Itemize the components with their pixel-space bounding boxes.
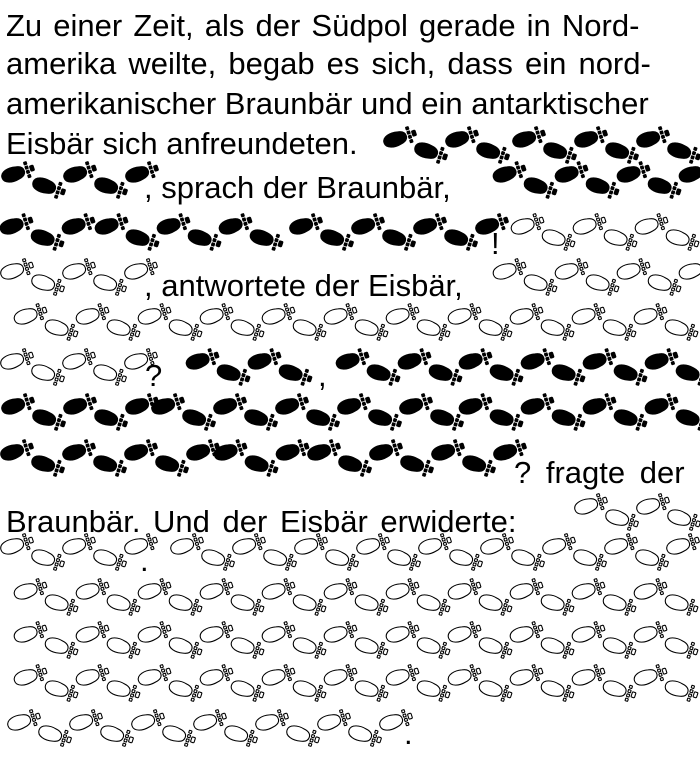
white-paw-print-icon	[198, 577, 235, 603]
black-paw-print-icon	[427, 361, 464, 387]
white-paw-print-icon	[260, 302, 297, 328]
black-paw-print-icon	[488, 361, 525, 387]
black-paw-print-icon	[519, 347, 556, 373]
white-paw-print-icon	[37, 722, 74, 748]
white-paw-print-icon	[229, 677, 266, 703]
white-paw-print-icon	[539, 591, 576, 617]
white-paw-print-icon	[92, 361, 129, 387]
black-paw-print-icon	[398, 392, 435, 418]
black-paw-print-icon	[475, 139, 512, 165]
white-paw-print-icon	[601, 591, 638, 617]
white-paw-print-icon	[602, 226, 639, 252]
black-paw-print-icon	[60, 212, 97, 238]
white-paw-print-icon	[510, 546, 547, 572]
white-paw-print-icon	[105, 677, 142, 703]
black-paw-print-icon	[457, 392, 494, 418]
black-paw-print-icon	[581, 347, 618, 373]
black-paw-print-icon	[612, 406, 649, 432]
white-paw-print-icon	[322, 663, 359, 689]
white-paw-print-icon	[223, 722, 260, 748]
black-paw-print-icon	[212, 438, 249, 464]
white-paw-print-icon	[570, 663, 607, 689]
white-paw-print-icon	[415, 677, 452, 703]
black-paw-print-icon	[0, 392, 36, 418]
black-paw-print-icon	[123, 438, 160, 464]
white-paw-print-icon	[347, 722, 384, 748]
black-paw-print-icon	[367, 406, 404, 432]
white-paw-print-icon	[384, 577, 421, 603]
black-paw-print-icon	[306, 438, 343, 464]
white-paw-print-icon	[539, 677, 576, 703]
text-line-13-period: .	[140, 543, 149, 578]
white-paw-print-icon	[508, 620, 545, 646]
white-paw-print-icon	[43, 591, 80, 617]
black-paw-print-icon	[604, 139, 641, 165]
black-paw-print-icon	[457, 347, 494, 373]
white-paw-print-icon	[291, 591, 328, 617]
white-paw-print-icon	[572, 546, 609, 572]
white-paw-print-icon	[570, 577, 607, 603]
white-paw-print-icon	[260, 577, 297, 603]
black-paw-print-icon	[31, 174, 68, 200]
white-paw-print-icon	[74, 577, 111, 603]
white-paw-print-icon	[105, 634, 142, 660]
white-paw-print-icon	[677, 257, 700, 283]
white-paw-print-icon	[353, 634, 390, 660]
text-line-18-period: .	[404, 716, 413, 751]
white-paw-print-icon	[61, 347, 98, 373]
white-paw-print-icon	[477, 316, 514, 342]
black-paw-print-icon	[615, 160, 652, 186]
black-paw-print-icon	[444, 125, 481, 151]
black-paw-print-icon	[542, 139, 579, 165]
white-paw-print-icon	[446, 577, 483, 603]
white-paw-print-icon	[167, 591, 204, 617]
white-paw-print-icon	[663, 677, 700, 703]
white-paw-print-icon	[198, 620, 235, 646]
black-paw-print-icon	[92, 452, 129, 478]
white-paw-print-icon	[601, 677, 638, 703]
white-paw-print-icon	[167, 677, 204, 703]
text-line-9-comma: ,	[318, 358, 327, 393]
white-paw-print-icon	[285, 722, 322, 748]
white-paw-print-icon	[316, 708, 353, 734]
white-paw-print-icon	[324, 546, 361, 572]
black-paw-print-icon	[93, 174, 130, 200]
white-paw-print-icon	[322, 302, 359, 328]
black-paw-print-icon	[553, 160, 590, 186]
white-paw-print-icon	[30, 271, 67, 297]
black-paw-print-icon	[0, 160, 36, 186]
text-line-3: amerikanischer Braunbär und ein antarktischer	[6, 86, 649, 121]
black-paw-print-icon	[274, 392, 311, 418]
white-paw-print-icon	[541, 532, 578, 558]
white-paw-print-icon	[254, 708, 291, 734]
white-paw-print-icon	[553, 257, 590, 283]
black-paw-print-icon	[396, 347, 433, 373]
white-paw-print-icon	[446, 620, 483, 646]
white-paw-print-icon	[663, 634, 700, 660]
black-paw-print-icon	[212, 392, 249, 418]
white-paw-print-icon	[198, 663, 235, 689]
black-paw-print-icon	[511, 125, 548, 151]
white-paw-print-icon	[61, 257, 98, 283]
black-paw-print-icon	[674, 361, 700, 387]
black-paw-print-icon	[29, 226, 66, 252]
black-paw-print-icon	[243, 406, 280, 432]
black-paw-print-icon	[305, 406, 342, 432]
text-line-9-question: ?	[145, 358, 163, 393]
black-paw-print-icon	[488, 406, 525, 432]
white-paw-print-icon	[136, 663, 173, 689]
white-paw-print-icon	[601, 316, 638, 342]
white-paw-print-icon	[12, 663, 49, 689]
white-paw-print-icon	[632, 302, 669, 328]
black-paw-print-icon	[62, 392, 99, 418]
white-paw-print-icon	[43, 634, 80, 660]
black-paw-print-icon	[336, 392, 373, 418]
white-paw-print-icon	[573, 492, 610, 518]
black-paw-print-icon	[319, 226, 356, 252]
white-paw-print-icon	[477, 634, 514, 660]
white-paw-print-icon	[477, 677, 514, 703]
white-paw-print-icon	[229, 316, 266, 342]
black-paw-print-icon	[643, 392, 680, 418]
black-paw-print-icon	[93, 406, 130, 432]
black-paw-print-icon	[186, 226, 223, 252]
black-paw-print-icon	[550, 361, 587, 387]
white-paw-print-icon	[571, 212, 608, 238]
text-line-11: ? fragte der	[514, 455, 685, 490]
white-paw-print-icon	[477, 591, 514, 617]
white-paw-print-icon	[384, 620, 421, 646]
white-paw-print-icon	[415, 316, 452, 342]
white-paw-print-icon	[198, 302, 235, 328]
white-paw-print-icon	[291, 634, 328, 660]
white-paw-print-icon	[632, 663, 669, 689]
white-paw-print-icon	[632, 577, 669, 603]
white-paw-print-icon	[601, 634, 638, 660]
white-paw-print-icon	[446, 302, 483, 328]
black-paw-print-icon	[248, 226, 285, 252]
white-paw-print-icon	[0, 347, 35, 373]
black-paw-print-icon	[612, 361, 649, 387]
white-paw-print-icon	[92, 271, 129, 297]
black-paw-print-icon	[443, 226, 480, 252]
black-paw-print-icon	[246, 347, 283, 373]
black-paw-print-icon	[646, 174, 683, 200]
white-paw-print-icon	[665, 532, 700, 558]
black-paw-print-icon	[30, 452, 67, 478]
black-paw-print-icon	[522, 174, 559, 200]
black-paw-print-icon	[550, 406, 587, 432]
white-paw-print-icon	[12, 577, 49, 603]
white-paw-print-icon	[229, 634, 266, 660]
text-line-5: , sprach der Braunbär,	[144, 170, 451, 205]
black-paw-print-icon	[217, 212, 254, 238]
white-paw-print-icon	[167, 634, 204, 660]
black-paw-print-icon	[412, 212, 449, 238]
white-paw-print-icon	[353, 316, 390, 342]
black-paw-print-icon	[93, 212, 130, 238]
white-paw-print-icon	[43, 316, 80, 342]
black-paw-print-icon	[350, 212, 387, 238]
white-paw-print-icon	[584, 271, 621, 297]
white-paw-print-icon	[130, 708, 167, 734]
black-paw-print-icon	[62, 160, 99, 186]
white-paw-print-icon	[43, 677, 80, 703]
white-paw-print-icon	[632, 620, 669, 646]
white-paw-print-icon	[192, 708, 229, 734]
white-paw-print-icon	[508, 577, 545, 603]
white-paw-print-icon	[200, 546, 237, 572]
black-paw-print-icon	[643, 347, 680, 373]
black-paw-print-icon	[334, 347, 371, 373]
black-paw-print-icon	[461, 452, 498, 478]
black-paw-print-icon	[277, 361, 314, 387]
black-paw-print-icon	[0, 212, 35, 238]
white-paw-print-icon	[99, 722, 136, 748]
white-paw-print-icon	[0, 257, 35, 283]
black-paw-print-icon	[243, 452, 280, 478]
text-line-12: Braunbär. Und der Eisbär erwiderte:	[6, 504, 517, 539]
white-paw-print-icon	[291, 677, 328, 703]
white-paw-print-icon	[570, 620, 607, 646]
white-paw-print-icon	[30, 546, 67, 572]
black-paw-print-icon	[155, 212, 192, 238]
black-paw-print-icon	[584, 174, 621, 200]
white-paw-print-icon	[105, 316, 142, 342]
white-paw-print-icon	[604, 506, 641, 532]
black-paw-print-icon	[399, 452, 436, 478]
white-paw-print-icon	[74, 620, 111, 646]
black-paw-print-icon	[154, 452, 191, 478]
black-paw-print-icon	[181, 406, 218, 432]
white-paw-print-icon	[508, 302, 545, 328]
white-paw-print-icon	[663, 316, 700, 342]
black-paw-print-icon	[124, 226, 161, 252]
white-paw-print-icon	[291, 316, 328, 342]
text-line-1: Zu einer Zeit, als der Südpol gerade in Nord-	[6, 8, 640, 43]
white-paw-print-icon	[74, 663, 111, 689]
white-paw-print-icon	[615, 257, 652, 283]
black-paw-print-icon	[274, 438, 311, 464]
white-paw-print-icon	[136, 577, 173, 603]
black-paw-print-icon	[581, 392, 618, 418]
white-paw-print-icon	[508, 663, 545, 689]
black-paw-print-icon	[288, 212, 325, 238]
black-paw-print-icon	[381, 226, 418, 252]
black-paw-print-icon	[635, 125, 672, 151]
white-paw-print-icon	[539, 634, 576, 660]
black-paw-print-icon	[677, 160, 700, 186]
white-paw-print-icon	[68, 708, 105, 734]
white-paw-print-icon	[633, 212, 670, 238]
text-line-4: Eisbär sich anfreundeten.	[6, 126, 358, 161]
black-paw-print-icon	[382, 125, 419, 151]
black-paw-print-icon	[215, 361, 252, 387]
white-paw-print-icon	[522, 271, 559, 297]
white-paw-print-icon	[262, 546, 299, 572]
black-paw-print-icon	[31, 406, 68, 432]
black-paw-print-icon	[61, 438, 98, 464]
white-paw-print-icon	[12, 620, 49, 646]
black-paw-print-icon	[368, 438, 405, 464]
white-paw-print-icon	[666, 506, 700, 532]
text-line-7: , antwortete der Eisbär,	[144, 268, 463, 303]
black-paw-print-icon	[519, 392, 556, 418]
white-paw-print-icon	[260, 663, 297, 689]
white-paw-print-icon	[635, 492, 672, 518]
white-paw-print-icon	[353, 677, 390, 703]
white-paw-print-icon	[540, 226, 577, 252]
white-paw-print-icon	[6, 708, 43, 734]
white-paw-print-icon	[92, 546, 129, 572]
black-paw-print-icon	[413, 139, 450, 165]
white-paw-print-icon	[105, 591, 142, 617]
black-paw-print-icon	[365, 361, 402, 387]
black-paw-print-icon	[666, 139, 700, 165]
white-paw-print-icon	[603, 532, 640, 558]
white-paw-print-icon	[161, 722, 198, 748]
text-line-6: !	[491, 226, 500, 261]
white-paw-print-icon	[353, 591, 390, 617]
white-paw-print-icon	[446, 663, 483, 689]
white-paw-print-icon	[570, 302, 607, 328]
white-paw-print-icon	[386, 546, 423, 572]
white-paw-print-icon	[322, 620, 359, 646]
white-paw-print-icon	[664, 226, 700, 252]
text-line-2: amerika weilte, begab es sich, dass ein nord-	[6, 46, 651, 81]
white-paw-print-icon	[509, 212, 546, 238]
white-paw-print-icon	[448, 546, 485, 572]
white-paw-print-icon	[167, 316, 204, 342]
black-paw-print-icon	[674, 406, 700, 432]
white-paw-print-icon	[229, 591, 266, 617]
white-paw-print-icon	[136, 620, 173, 646]
black-paw-print-icon	[184, 347, 221, 373]
white-paw-print-icon	[646, 271, 683, 297]
black-paw-print-icon	[0, 438, 35, 464]
black-paw-print-icon	[491, 160, 528, 186]
black-paw-print-icon	[430, 438, 467, 464]
black-paw-print-icon	[573, 125, 610, 151]
white-paw-print-icon	[539, 316, 576, 342]
white-paw-print-icon	[415, 591, 452, 617]
white-paw-print-icon	[260, 620, 297, 646]
white-paw-print-icon	[634, 546, 671, 572]
white-paw-print-icon	[12, 302, 49, 328]
black-paw-print-icon	[150, 392, 187, 418]
white-paw-print-icon	[384, 302, 421, 328]
white-paw-print-icon	[415, 634, 452, 660]
white-paw-print-icon	[30, 361, 67, 387]
white-paw-print-icon	[384, 663, 421, 689]
white-paw-print-icon	[663, 591, 700, 617]
white-paw-print-icon	[322, 577, 359, 603]
black-paw-print-icon	[337, 452, 374, 478]
white-paw-print-icon	[74, 302, 111, 328]
white-paw-print-icon	[136, 302, 173, 328]
